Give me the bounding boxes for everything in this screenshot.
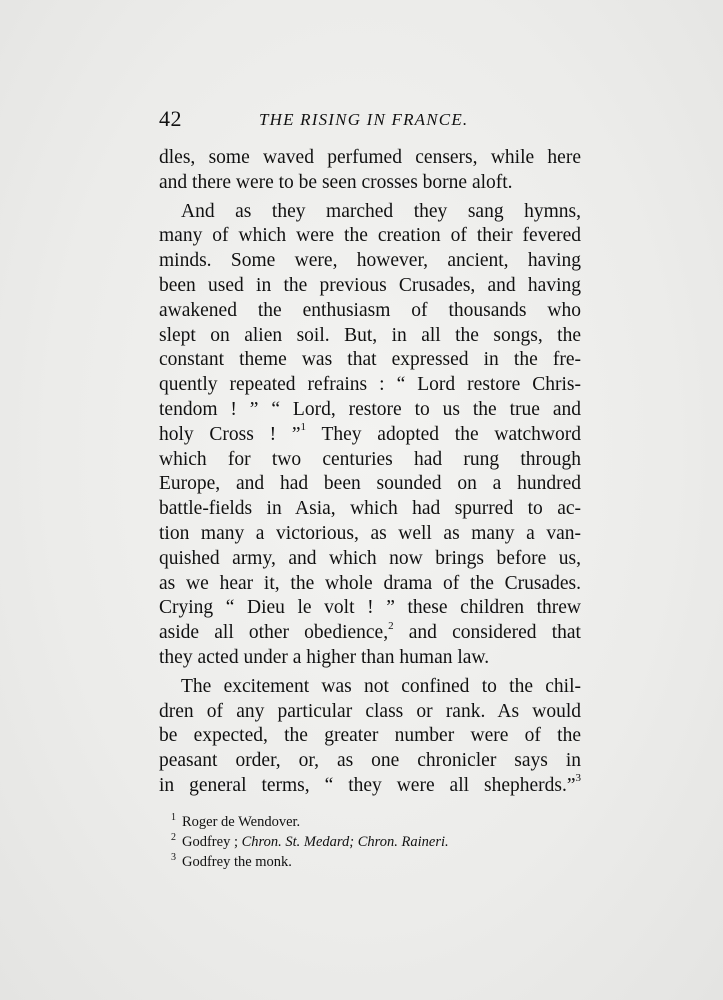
text-line: and there were to be seen crosses borne aloft. [159,171,513,193]
footnote-text: Godfrey ; [182,834,242,850]
footnote [171,832,571,852]
footnote [171,812,571,832]
footnote-ref: 2 [388,619,394,632]
footnote-mark: 2 [171,832,176,844]
text-line: quently repeated refrains : “ Lord restore Chris- [159,374,581,396]
page-number: 42 [159,106,182,131]
text-segment: They adopted the watchword [306,423,582,445]
text-line: The excitement was not confined to the chil- [181,675,581,697]
footnote-ref: 1 [300,421,307,434]
text-line: tendom ! ” “ Lord, restore to us the true and [159,398,581,420]
text-line: be expected, the greater number were of the [159,725,581,747]
text-line [159,621,581,646]
footnote-mark: 3 [171,852,176,864]
text-line: quished army, and which now brings before us, [159,547,581,569]
running-title: THE RISING IN FRANCE. [259,110,469,129]
text-line: Crying “ Dieu le volt ! ” these children threw [159,597,581,619]
text-line: been used in the previous Crusades, and having [159,274,581,296]
text-line: slept on alien soil. But, in all the songs, the [159,324,581,346]
footnotes [171,812,571,872]
text-line [159,774,581,799]
text-segment: holy Cross ! ” [159,423,301,445]
text-line: battle-fields in Asia, which had spurred to ac- [159,498,581,520]
text-line: which for two centuries had rung through [159,448,581,470]
text-line: awakened the enthusiasm of thousands who [159,299,581,321]
text-segment: and considered that [393,622,581,644]
footnote-mark: 1 [171,812,176,824]
footnote-text: Roger de Wendover. [182,814,301,830]
text-line: Europe, and had been sounded on a hundred [159,473,581,495]
text-line: peasant order, or, as one chronicler says in [159,750,581,772]
text-line: And as they marched they sang hymns, [181,200,581,222]
text-line: they acted under a higher than human law. [159,646,490,668]
text-line: dren of any particular class or rank. As would [159,700,581,722]
footnote-ref: 3 [575,772,581,785]
text-segment: aside all other obedience, [159,622,389,644]
footnote-text: Godfrey the monk. [182,854,292,870]
text-line: as we hear it, the whole drama of the Crusades. [159,572,581,594]
text-line: dles, some waved perfumed censers, while here [159,147,581,168]
text-segment: in general terms, “ they were all shepherds.” [159,774,576,796]
footnote [171,852,571,872]
body-text [159,146,581,799]
text-line: constant theme was that expressed in the fre- [159,349,581,371]
text-line: tion many a victorious, as well as many a van- [159,522,581,544]
text-line: many of which were the creation of their fevered [159,225,581,247]
page-header [159,106,581,136]
text-line [159,423,581,448]
text-line: minds. Some were, however, ancient, having [159,250,581,272]
footnote-citation: Chron. St. Medard; Chron. Raineri. [241,834,449,850]
